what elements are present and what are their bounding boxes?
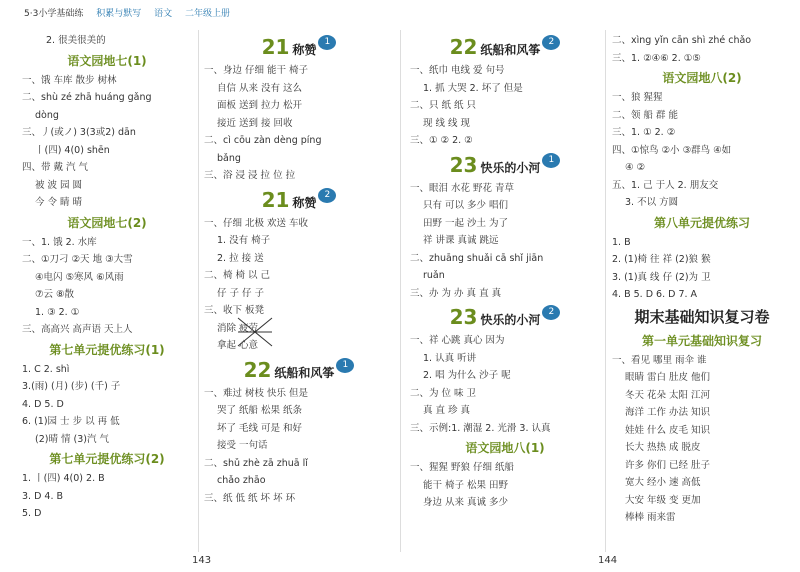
answer-line: 2. 很美很美的 xyxy=(46,35,106,46)
lesson-title: 称赞 xyxy=(292,43,317,57)
answer-line: 海洋 工作 办法 知识 xyxy=(625,407,711,418)
lesson-part-badge: 1 xyxy=(542,153,560,168)
lesson-part-badge: 2 xyxy=(542,35,560,50)
answer-line: 1. B xyxy=(612,236,631,248)
answer-line: 拿起 心意 xyxy=(217,340,259,351)
answer-line: 二、cì cōu zàn dèng píng xyxy=(204,135,322,146)
page-number-right: 144 xyxy=(598,555,618,566)
lesson-part-badge: 2 xyxy=(318,188,336,203)
answer-line: 现 线 线 现 xyxy=(423,117,471,129)
review-title: 期末基础知识复习卷 xyxy=(634,307,770,326)
answer-line: 今 令 睛 晴 xyxy=(35,197,83,208)
section-title: 语文园地七(1) xyxy=(67,53,147,68)
answer-line: 1. 没有 椅子 xyxy=(217,235,271,246)
answer-line: 2. 拉 接 送 xyxy=(217,252,264,264)
answer-line: 二、为 位 味 卫 xyxy=(410,387,477,399)
answer-line: ⑦云 ⑧散 xyxy=(35,289,75,300)
section-title: 第八单元提优练习 xyxy=(653,215,750,230)
answer-line: 一、猩猩 野狼 仔细 纸船 xyxy=(410,462,515,473)
lesson-number: 22 xyxy=(243,357,272,382)
answer-line: 二、shǔ zhè zā zhuā lǐ xyxy=(204,457,308,469)
page-fold xyxy=(400,30,401,552)
answer-line: 3. (1)真 线 仔 (2)为 卫 xyxy=(612,271,711,283)
answer-line: bǎng xyxy=(217,152,241,164)
lesson-title: 纸船和风筝 xyxy=(480,43,541,57)
header-item: 语文 xyxy=(154,9,173,19)
answer-line: 棒棒 雨来雷 xyxy=(625,512,676,523)
lesson-number: 23 xyxy=(449,152,478,177)
answer-line: 接近 送到 接 回收 xyxy=(217,117,293,129)
answer-line: 田野 一起 沙土 为了 xyxy=(423,217,509,229)
answer-line: 4. B 5. D 6. D 7. A xyxy=(612,289,698,300)
answer-line: 2. (1)椅 往 祥 (2)狼 猴 xyxy=(612,254,711,265)
lesson-heading xyxy=(410,150,600,180)
lesson-number: 23 xyxy=(449,305,478,329)
answer-line: 一、纸巾 电线 爱 句号 xyxy=(410,65,505,76)
answer-line: 一、狼 猩猩 xyxy=(612,92,663,103)
header-item: 二年级上册 xyxy=(184,9,230,19)
answer-line: 二、领 船 群 能 xyxy=(612,109,679,121)
answer-line: 四、带 戴 汽 气 xyxy=(22,162,89,173)
section-title: 第一单元基础知识复习 xyxy=(641,333,762,348)
lesson-part-badge: 1 xyxy=(318,35,336,50)
lesson-heading xyxy=(410,32,600,62)
section-title: 第七单元提优练习(1) xyxy=(49,342,165,357)
answer-line: 大安 年级 变 更加 xyxy=(625,494,701,506)
answer-line: 自信 从来 没有 这么 xyxy=(217,82,303,94)
lesson-title: 纸船和风筝 xyxy=(274,365,335,380)
answer-line: ④ ② xyxy=(625,162,646,173)
answer-line: 接受 一句话 xyxy=(217,440,268,451)
lesson-title: 称赞 xyxy=(292,195,317,210)
answer-line: 三、高高兴 高声语 天上人 xyxy=(22,324,133,335)
answer-line: 二、椅 椅 以 己 xyxy=(204,270,271,281)
answer-line: 一、仔细 北极 欢送 车收 xyxy=(204,217,309,229)
answer-line: 三、浴 浸 浸 拉 位 拉 xyxy=(204,170,296,181)
answer-line: 眼睛 雷白 肚皮 他们 xyxy=(625,372,711,383)
answer-line: chǎo zhāo xyxy=(217,475,266,486)
answer-line: 6. (1)园 士 步 以 再 低 xyxy=(22,416,120,427)
answer-line: 四、①惊鸟 ②小 ③群鸟 ④如 xyxy=(612,144,732,156)
header-item: 积累与默写 xyxy=(96,9,142,19)
lesson-title: 快乐的小河 xyxy=(480,160,541,175)
lesson-heading xyxy=(204,185,394,215)
lesson-number: 21 xyxy=(261,187,290,212)
answer-line: 1. 丨(四) 4(0) 2. B xyxy=(22,473,105,484)
answer-line: 1. ③ 2. ① xyxy=(35,306,80,318)
answer-line: 二、zhuāng shuǎi cā shǐ jiān xyxy=(410,252,544,264)
answer-line: 1. 认真 听讲 xyxy=(423,352,477,364)
lesson-part-badge: 2 xyxy=(542,305,560,320)
answer-line: 三、办 为 办 真 直 真 xyxy=(410,287,502,299)
answer-line: 三、① ② 2. ② xyxy=(410,135,473,146)
page-number-left: 143 xyxy=(192,555,212,566)
answer-line: 丨(四) 4(0) shēn xyxy=(35,144,110,156)
answer-line: 哭了 纸船 松果 纸条 xyxy=(217,405,303,416)
answer-line: 一、眼泪 水花 野花 青草 xyxy=(410,182,515,194)
answer-line: 消除 疲劳 xyxy=(217,322,259,334)
answer-line: dòng xyxy=(35,109,59,121)
section-title: 语文园地八(2) xyxy=(662,71,742,85)
answer-line: 娃娃 什么 皮毛 知识 xyxy=(625,424,711,436)
answer-line: 2. 唱 为什么 沙子 呢 xyxy=(423,370,511,381)
answer-line: 三、1. ②④⑥ 2. ①⑤ xyxy=(612,52,701,64)
page-header xyxy=(24,6,240,19)
answer-line: 三、纸 低 纸 坏 坏 环 xyxy=(204,492,296,504)
lesson-number: 21 xyxy=(261,35,290,59)
answer-line: 二、shù zé zhā huáng gǎng xyxy=(22,92,152,103)
answer-line: 二、①刀刁 ②天 地 ③大雪 xyxy=(22,254,133,265)
answer-line: 许多 你们 已经 肚子 xyxy=(625,459,711,471)
brand-label: 5·3小学基础练 xyxy=(24,9,84,19)
answer-column-3 xyxy=(410,32,600,512)
lesson-heading xyxy=(204,32,394,62)
answer-line: 五、1. 己 于人 2. 朋友交 xyxy=(612,179,719,191)
answer-line: 二、xìng yǐn cān shì zhé chǎo xyxy=(612,35,752,46)
section-title: 语文园地八(1) xyxy=(465,441,545,455)
answer-line: ruǎn xyxy=(423,270,445,281)
answer-line: 三、1. ① 2. ② xyxy=(612,127,676,138)
answer-line: 仔 子 仔 子 xyxy=(217,287,265,299)
lesson-part-badge: 1 xyxy=(336,358,354,373)
matching-lines xyxy=(236,316,276,350)
lesson-heading xyxy=(204,355,394,385)
answer-column-4 xyxy=(612,32,792,527)
answer-line: 真 直 珍 真 xyxy=(423,405,471,416)
section-title: 语文园地七(2) xyxy=(67,215,147,230)
answer-line: 一、身边 仔细 能干 椅子 xyxy=(204,65,309,76)
answer-line: 3. D 4. B xyxy=(22,490,64,502)
answer-line: 三、示例:1. 潮湿 2. 光滑 3. 认真 xyxy=(410,422,551,434)
answer-line: 4. D 5. D xyxy=(22,398,64,410)
answer-line: 三、收下 板凳 xyxy=(204,305,265,316)
answer-line: 长大 热热 成 脱皮 xyxy=(625,442,701,453)
answer-line: 1. 抓 大哭 2. 坏了 但是 xyxy=(423,82,523,94)
answer-line: ④电闪 ⑤寒风 ⑥风雨 xyxy=(35,271,124,283)
answer-line: 3. 不以 方圆 xyxy=(625,197,679,208)
answer-line: 能干 椅子 松果 田野 xyxy=(423,479,509,491)
answer-column-1 xyxy=(22,32,192,523)
answer-line: 只有 可以 多少 唱们 xyxy=(423,200,509,211)
answer-line: (2)晴 情 (3)汽 气 xyxy=(35,433,109,445)
answer-line: 3.(雨) (月) (步) (千) 子 xyxy=(22,381,121,392)
answer-line: 一、1. 饿 2. 水库 xyxy=(22,236,97,248)
answer-line: 一、祥 心跳 真心 因为 xyxy=(410,335,505,346)
answer-column-2 xyxy=(204,32,394,507)
answer-line: 身边 从来 真诚 多少 xyxy=(423,497,509,508)
answer-line: 三、丿(或ノ) 3(3或2) dān xyxy=(22,127,136,138)
answer-line: 坏了 毛线 可是 和好 xyxy=(217,422,303,434)
answer-line: 二、只 纸 纸 只 xyxy=(410,100,477,111)
column-divider xyxy=(198,30,199,552)
answer-line: 一、难过 树枝 快乐 但是 xyxy=(204,387,309,399)
section-title: 第七单元提优练习(2) xyxy=(49,452,165,466)
answer-line: 一、看见 哪里 雨伞 谁 xyxy=(612,354,707,366)
lesson-number: 22 xyxy=(449,35,478,59)
column-divider xyxy=(605,30,606,552)
answer-line: 面板 送到 拉力 松开 xyxy=(217,100,303,111)
lesson-title: 快乐的小河 xyxy=(480,313,541,327)
answer-line: 1. C 2. shì xyxy=(22,363,70,375)
answer-line: 5. D xyxy=(22,508,42,519)
answer-line: 一、饿 车库 散步 树林 xyxy=(22,74,117,86)
lesson-heading xyxy=(410,302,600,332)
answer-line: 宽大 经小 速 高低 xyxy=(625,477,701,488)
answer-line: 被 波 园 圆 xyxy=(35,179,83,191)
answer-line: 祥 讲课 真诚 跳远 xyxy=(423,235,499,246)
answer-line: 冬天 花朵 太阳 江河 xyxy=(625,389,711,401)
